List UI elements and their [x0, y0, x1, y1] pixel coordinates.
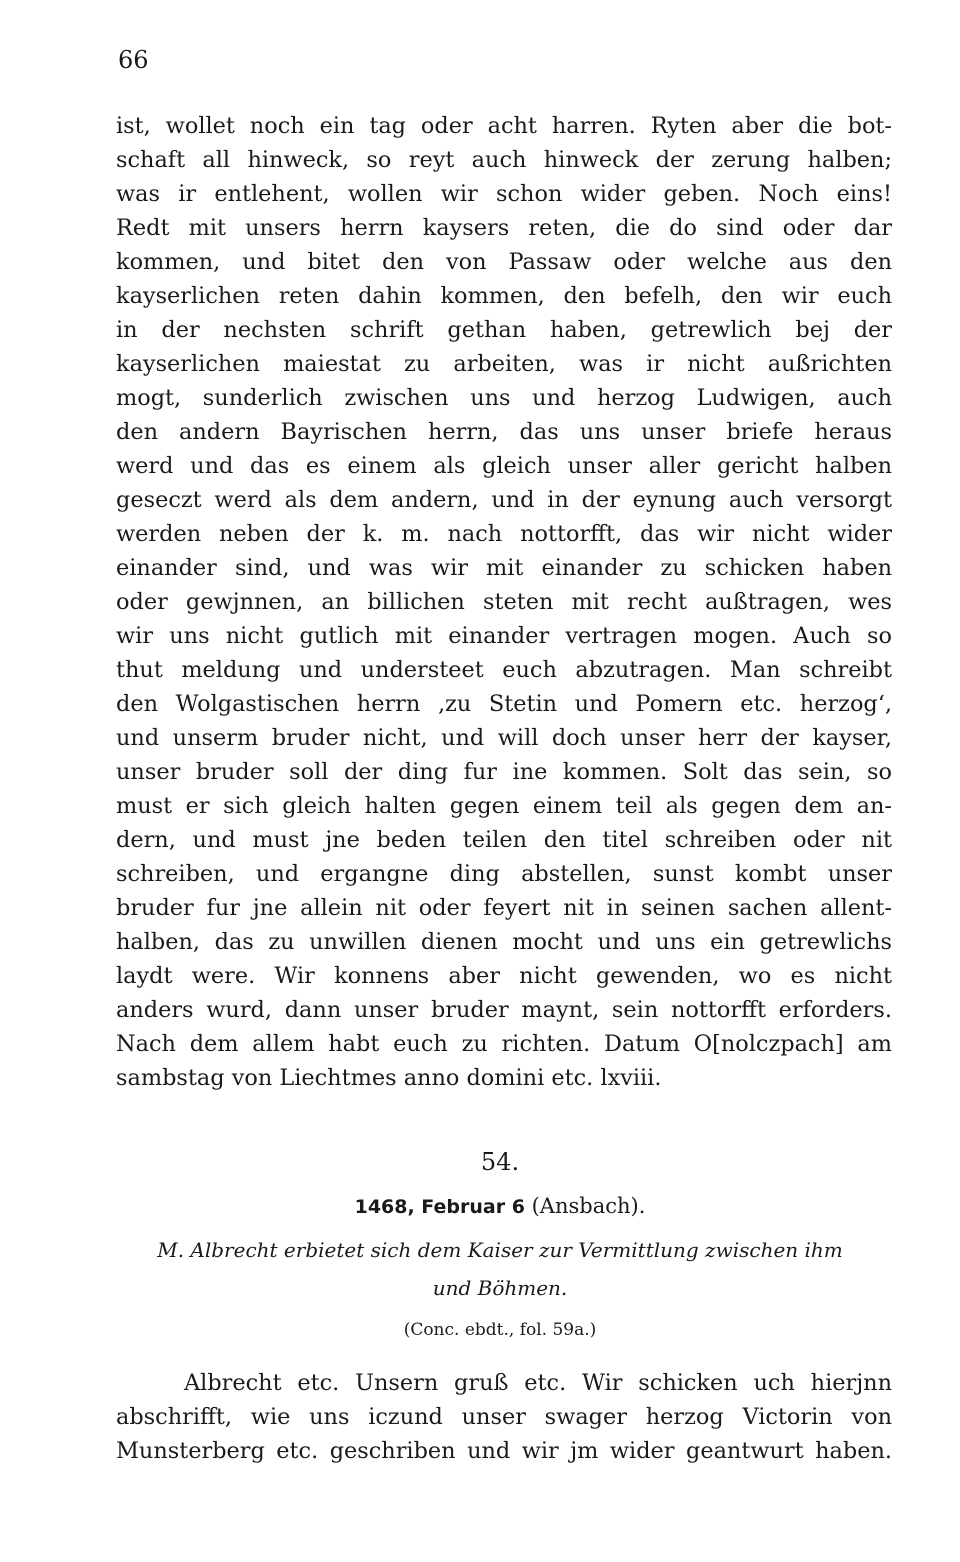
text-line: den Wolgastischen herrn ‚zu Stetin und Pomern etc. herzog‘,	[116, 691, 892, 717]
text-line: schreiben, und ergangne ding abstellen, sunst kombt unser	[116, 861, 892, 887]
text-line: sambstag von Liechtmes anno domini etc. lxviii.	[116, 1065, 662, 1091]
text-line: kommen, und bitet den von Passaw oder welche aus den	[116, 249, 892, 275]
text-line: anders wurd, dann unser bruder maynt, sein nottorfft erforders.	[116, 997, 892, 1023]
document-summary-line: und Böhmen.	[432, 1276, 568, 1300]
text-line: Albrecht etc. Unsern gruß etc. Wir schicken uch hierjnn	[184, 1370, 892, 1396]
text-line: Redt mit unsers herrn kaysers reten, die do sind oder dar	[116, 215, 892, 241]
text-line: und unserm bruder nicht, und will doch unser herr der kayser,	[116, 725, 892, 751]
text-line: unser bruder soll der ding fur ine kommen. Solt das sein, so	[116, 759, 892, 785]
main-text	[116, 109, 892, 1095]
text-line: werd und das es einem als gleich unser aller gericht halben	[116, 453, 892, 479]
document-date-place: (Ansbach).	[524, 1194, 646, 1218]
text-line: halben, das zu unwillen dienen mocht und uns ein getrewlichs	[116, 929, 892, 955]
text-line: must er sich gleich halten gegen einem teil als gegen dem an-	[116, 793, 892, 819]
document-date-bold: 1468, Februar 6	[354, 1196, 525, 1218]
text-line: laydt were. Wir konnens aber nicht gewenden, wo es nicht	[116, 963, 892, 989]
text-line: geseczt werd als dem andern, und in der eynung auch versorgt	[116, 487, 892, 513]
text-line: Nach dem allem habt euch zu richten. Datum O[nolczpach] am	[116, 1031, 892, 1057]
document-source: (Conc. ebdt., fol. 59a.)	[403, 1320, 597, 1340]
text-line: oder gewjnnen, an billichen steten mit recht außtragen, wes	[116, 589, 892, 615]
text-line: thut meldung und understeet euch abzutragen. Man schreibt	[116, 657, 892, 683]
text-line: einander sind, und was wir mit einander zu schicken haben	[116, 555, 892, 581]
text-line: dern, und must jne beden teilen den titel schreiben oder nit	[116, 827, 892, 853]
text-line: ist, wollet noch ein tag oder acht harren. Ryten aber die bot-	[116, 113, 892, 139]
letter-text	[116, 1366, 892, 1468]
text-line: Munsterberg etc. geschriben und wir jm wider geantwurt haben.	[116, 1438, 892, 1464]
text-line: bruder fur jne allein nit oder feyert nit in seinen sachen allent-	[116, 895, 892, 921]
text-line: wir uns nicht gutlich mit einander vertragen mogen. Auch so	[116, 623, 892, 649]
text-line: abschrifft, wie uns iczund unser swager herzog Victorin von	[116, 1404, 892, 1430]
text-line: was ir entlehent, wollen wir schon wider geben. Noch eins!	[116, 181, 892, 207]
document-number: 54.	[480, 1148, 520, 1176]
text-line: werden neben der k. m. nach nottorfft, das wir nicht wider	[116, 521, 892, 547]
text-line: schaft all hinweck, so reyt auch hinweck der zerung halben;	[116, 147, 892, 173]
text-line: den andern Bayrischen herrn, das uns unser briefe heraus	[116, 419, 892, 445]
page-number: 66	[118, 46, 149, 74]
document-summary-line: M. Albrecht erbietet sich dem Kaiser zur Vermittlung zwischen ihm	[157, 1238, 843, 1262]
text-line: kayserlichen maiestat zu arbeiten, was ir nicht außrichten	[116, 351, 892, 377]
document-date	[0, 1191, 960, 1222]
text-line: mogt, sunderlich zwischen uns und herzog Ludwigen, auch	[116, 385, 892, 411]
text-line: kayserlichen reten dahin kommen, den befelh, den wir euch	[116, 283, 892, 309]
text-line: in der nechsten schrift gethan haben, getrewlich bej der	[116, 317, 892, 343]
